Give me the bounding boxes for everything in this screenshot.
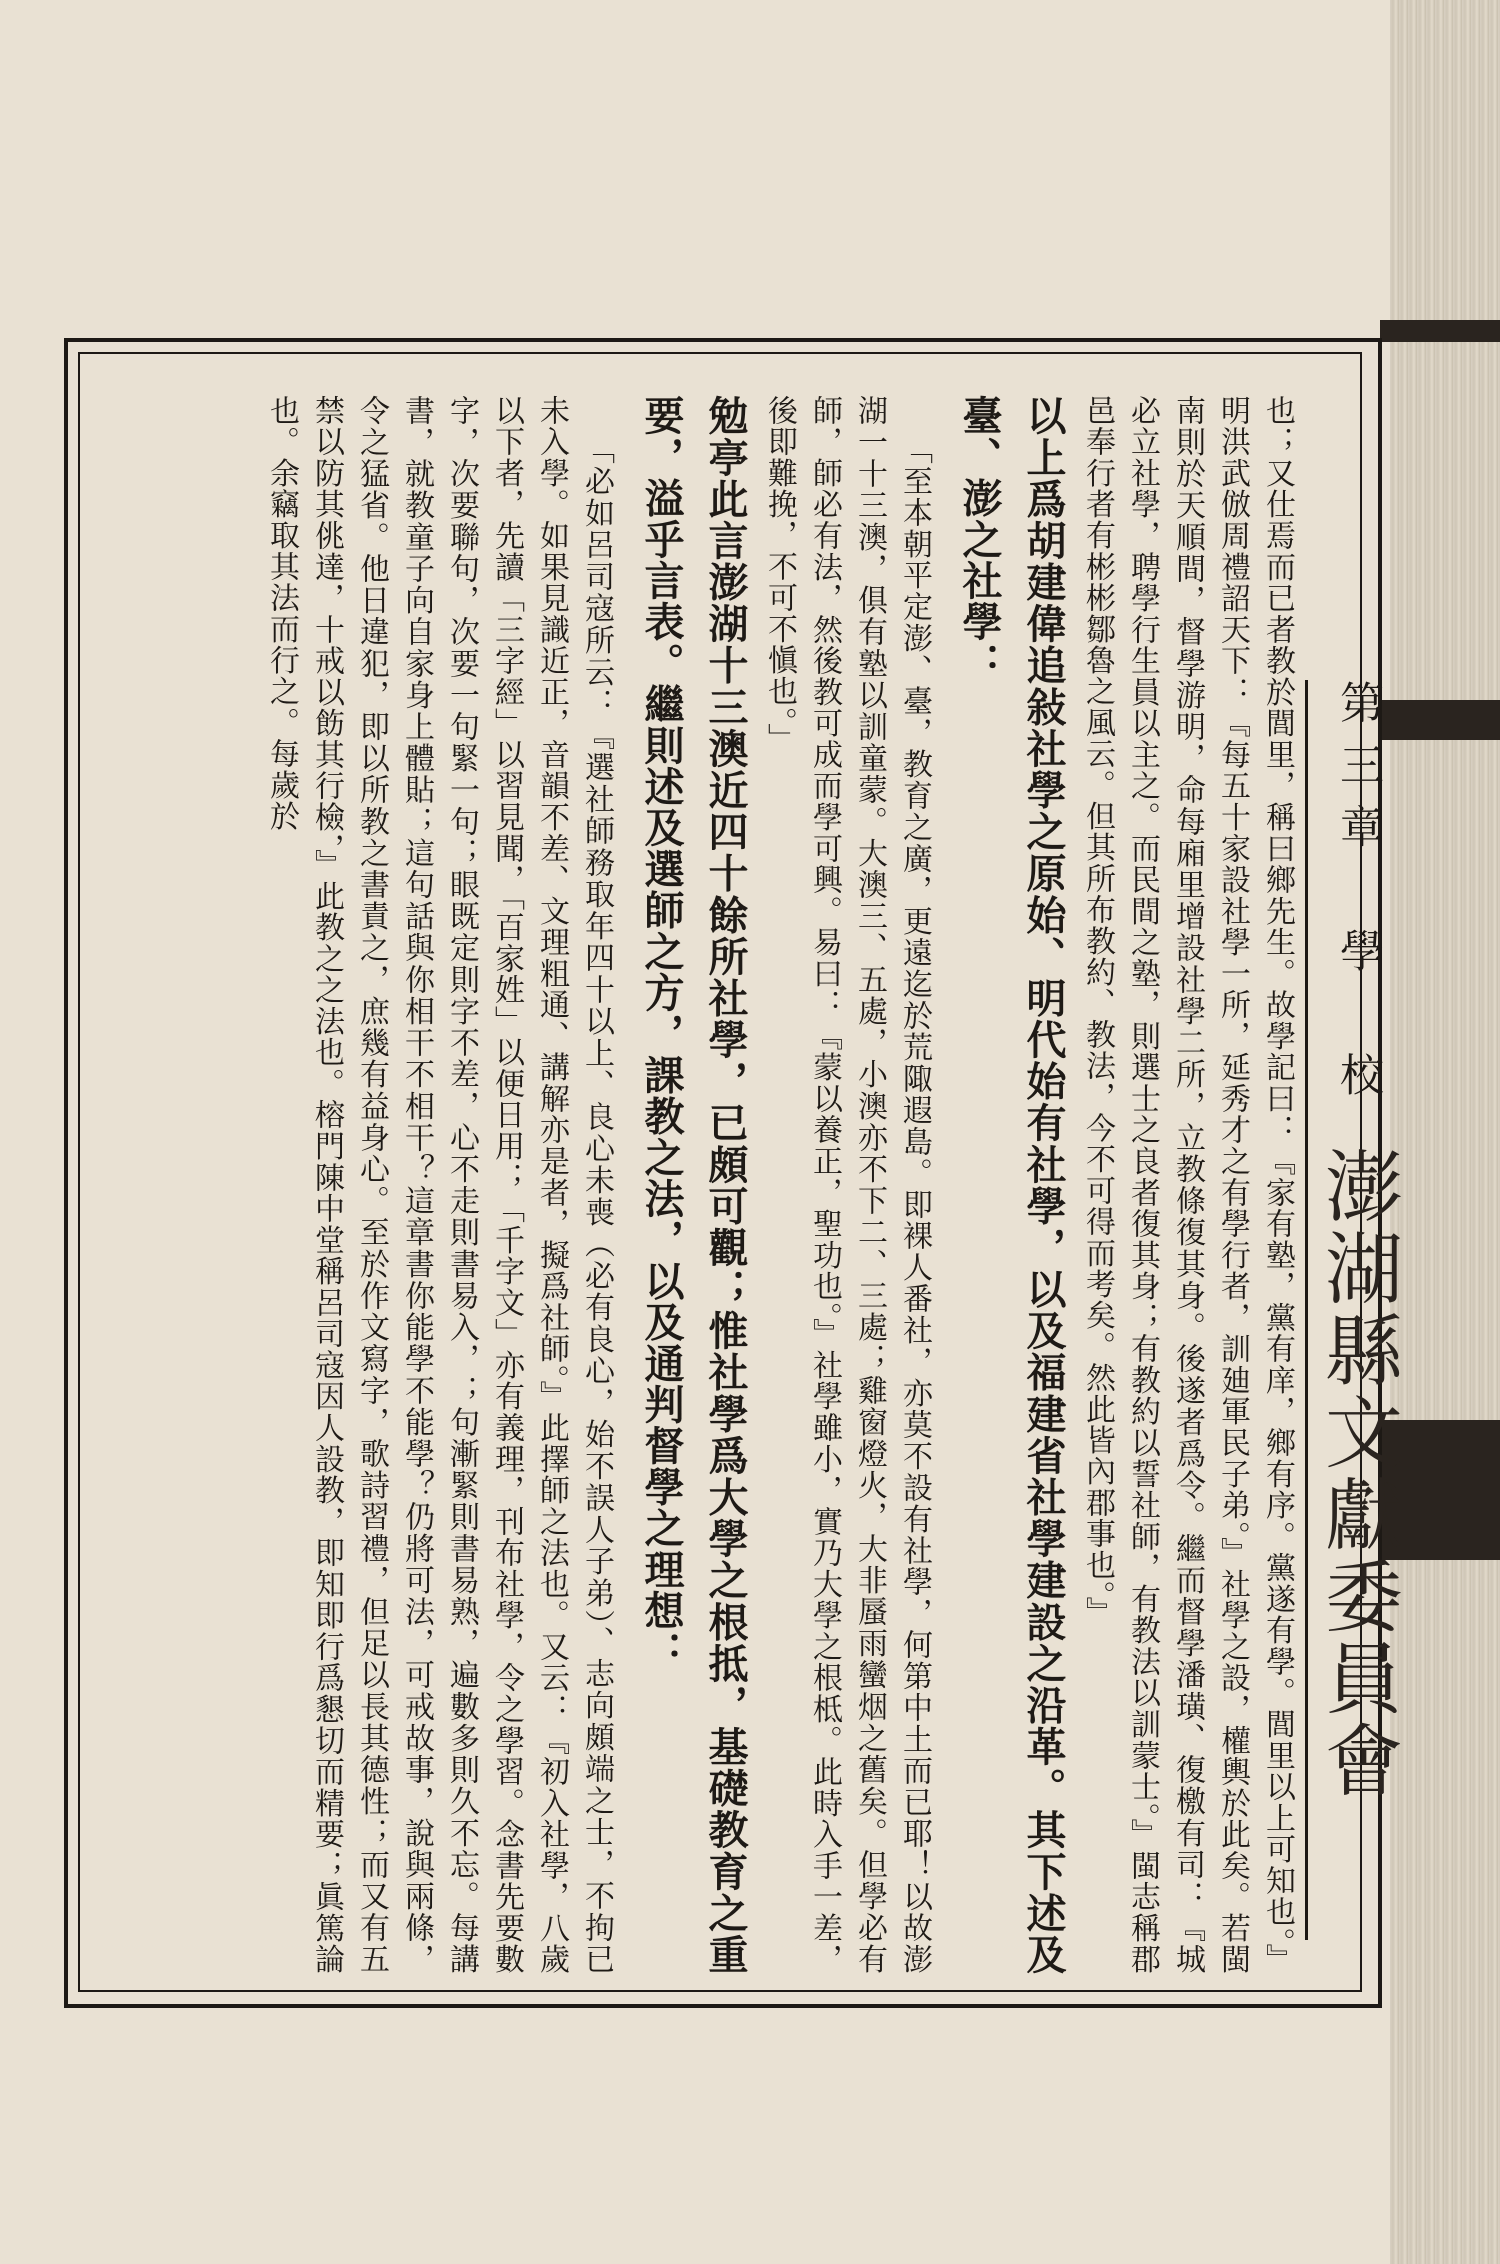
chapter-heading: 第三章 學 校 (1332, 680, 1383, 1114)
edge-mark (1380, 320, 1500, 342)
edge-mark (1380, 700, 1500, 740)
main-text (100, 395, 1300, 1975)
header-rule (1305, 680, 1308, 1940)
book-title: 澎湖縣文獻委員會 (1312, 1146, 1402, 1802)
running-header (1312, 680, 1402, 1920)
paragraph-quote: 「必如呂司寇所云：『選社師務取年四十以上、良心未喪（必有良心，始不誤人子弟）、志向頗端之士，不拘已未入學。如果見識近正，音韻不差、文理粗通、講解亦是者，擬爲社師。』此擇師之法也。又云：『初入社學，八歲以下者，先讀「三字經」以習見聞，「百家姓」以便日用；「千字文」亦有義理，刊布社學，令之學習。念書先要數字，次要聯句，次要一句緊一句；眼既定則字不差，心不走則書易入，；句漸緊則書易熟，遍數多則久不忘。每講書，就教童子向自家身上體貼；這句話與你相干不相干？這章書你能學不能學？仍將可法，可戒故事，說與兩條，令之猛省。他日違犯，即以所教之書責之，庶幾有益身心。至於作文寫字，歌詩習禮，但足以長其德性；而又有五禁以防其佻達，十戒以飭其行檢，』此教之之法也。榕門陳中堂稱呂司寇因人設教，即知即行爲懇切而精要；眞篤論也。余竊取其法而行之。每歲於 (264, 395, 614, 1975)
paragraph-commentary: 勉亭此言澎湖十三澳近四十餘所社學，已頗可觀；惟社學爲大學之根抵，基礎教育之重要，溢乎言表。繼則述及選師之方，課教之法，以及通判督學之理想： (638, 395, 749, 1975)
paragraph: 也；又仕焉而已者教於閭里，稱曰鄉先生。故學記曰：『家有塾，黨有庠，鄉有序。黨遂有學。閭里以上可知也。』明洪武倣周禮詔天下：『每五十家設社學一所，延秀才之有學行者，訓廸軍民子弟。』社學之設，權輿於此矣。若閩南則於天順間，督學游明，命每廂里增設社學二所，立教條復其身。後遂者爲令。繼而督學潘璜、復檄有司：『城必立社學，聘學行生員以主之。而民間之塾，則選士之良者復其身；有教約以誓社師，有教法以訓蒙士。』閩志稱郡邑奉行者有彬彬鄒魯之風云。但其所布教約、教法，今不可得而考矣。然此皆內郡事也。』 (1080, 395, 1295, 1975)
paragraph-commentary: 以上爲胡建偉追敍社學之原始、明代始有社學，以及福建省社學建設之沿革。其下述及臺、澎之社學： (956, 395, 1067, 1975)
paragraph-quote: 「至本朝平定澎、臺，教育之廣，更遠迄於荒陬遐島。即裸人番社，亦莫不設有社學，何第中土而已耶！以故澎湖一十三澳，俱有塾以訓童蒙。大澳三、五處，小澳亦不下二、三處；雞窗燈火，大非蜃雨蠻烟之舊矣。但學必有師，師必有法，然後教可成而學可興。易曰：『蒙以養正，聖功也。』社學雖小，實乃大學之根柢。此時入手一差，後即難挽，不可不愼也。」 (762, 395, 932, 1975)
